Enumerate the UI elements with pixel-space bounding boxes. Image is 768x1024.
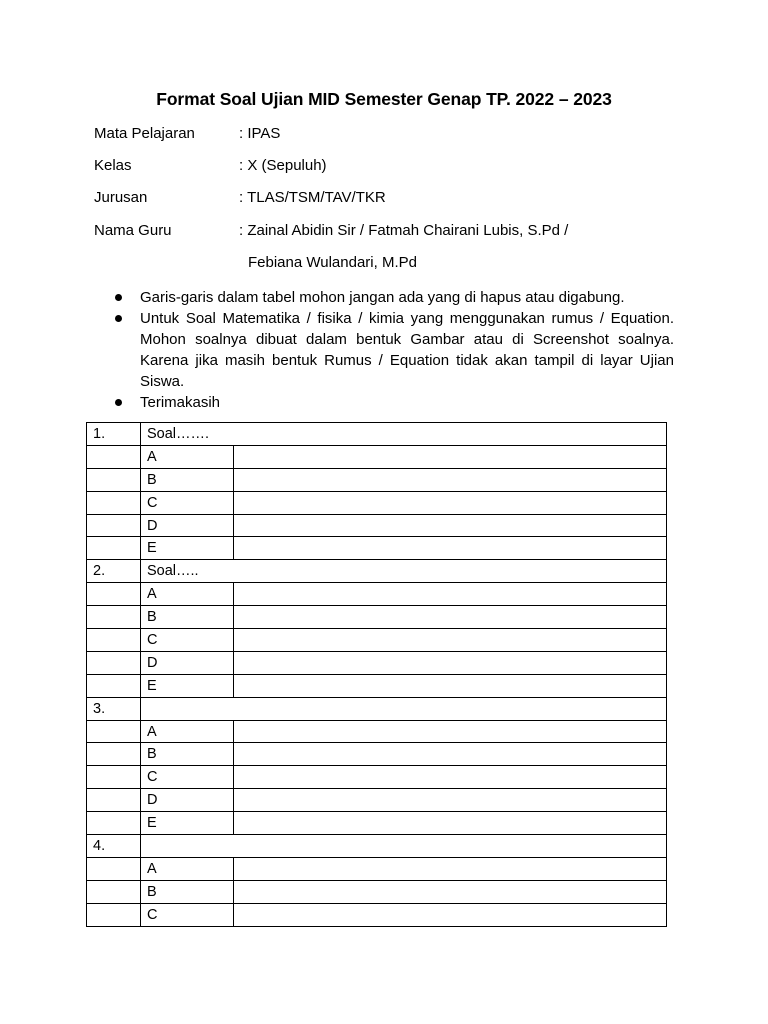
instruction-text: Terimakasih — [140, 394, 221, 411]
option-row — [87, 537, 667, 560]
option-answer-cell[interactable] — [234, 583, 667, 606]
option-row — [87, 606, 667, 629]
option-answer-cell[interactable] — [234, 651, 667, 674]
option-letter: B — [141, 468, 234, 491]
option-answer-cell[interactable] — [234, 766, 667, 789]
info-value: : X (Sepuluh) — [239, 157, 327, 174]
instruction-item — [112, 287, 674, 308]
info-label: Mata Pelajaran — [94, 125, 195, 142]
question-row — [87, 835, 667, 858]
question-number: 4. — [87, 835, 141, 858]
option-answer-cell[interactable] — [234, 629, 667, 652]
option-row — [87, 651, 667, 674]
question-text-cell[interactable] — [141, 697, 667, 720]
option-letter: E — [141, 812, 234, 835]
option-letter: C — [141, 766, 234, 789]
option-letter: A — [141, 583, 234, 606]
option-letter: A — [141, 720, 234, 743]
document-title: Format Soal Ujian MID Semester Genap TP. 2022 – 2023 — [156, 89, 612, 109]
bullet-icon — [115, 294, 122, 301]
empty-cell — [87, 903, 141, 926]
empty-cell — [87, 491, 141, 514]
question-row — [87, 423, 667, 446]
empty-cell — [87, 880, 141, 903]
option-letter: A — [141, 445, 234, 468]
option-answer-cell[interactable] — [234, 880, 667, 903]
option-row — [87, 491, 667, 514]
option-letter: D — [141, 514, 234, 537]
option-row — [87, 812, 667, 835]
info-value: : TLAS/TSM/TAV/TKR — [239, 189, 386, 206]
option-letter: D — [141, 789, 234, 812]
empty-cell — [87, 857, 141, 880]
empty-cell — [87, 789, 141, 812]
empty-cell — [87, 629, 141, 652]
instruction-list — [112, 287, 674, 413]
question-table — [86, 422, 667, 927]
empty-cell — [87, 651, 141, 674]
option-letter: B — [141, 880, 234, 903]
option-answer-cell[interactable] — [234, 468, 667, 491]
option-row — [87, 880, 667, 903]
option-letter: C — [141, 629, 234, 652]
option-answer-cell[interactable] — [234, 537, 667, 560]
bullet-icon — [115, 399, 122, 406]
option-answer-cell[interactable] — [234, 903, 667, 926]
question-row — [87, 560, 667, 583]
option-answer-cell[interactable] — [234, 514, 667, 537]
instruction-text: Untuk Soal Matematika / fisika / kimia yang menggunakan rumus / Equation. Mohon soalnya dibuat dalam bentuk Gambar atau di Screenshot soalnya. Karena jika masih bentuk Rumus / Equation tidak akan tampil di layar Ujian Siswa. — [140, 310, 674, 390]
question-text-cell[interactable]: Soal……. — [141, 423, 667, 446]
question-row — [87, 697, 667, 720]
option-answer-cell[interactable] — [234, 491, 667, 514]
option-row — [87, 468, 667, 491]
empty-cell — [87, 445, 141, 468]
option-row — [87, 445, 667, 468]
option-answer-cell[interactable] — [234, 743, 667, 766]
option-letter: B — [141, 606, 234, 629]
option-row — [87, 583, 667, 606]
info-label: Kelas — [94, 157, 132, 174]
option-row — [87, 857, 667, 880]
option-letter: E — [141, 537, 234, 560]
empty-cell — [87, 720, 141, 743]
empty-cell — [87, 468, 141, 491]
question-number: 3. — [87, 697, 141, 720]
info-value: : IPAS — [239, 125, 281, 142]
option-row — [87, 903, 667, 926]
empty-cell — [87, 766, 141, 789]
option-row — [87, 789, 667, 812]
instruction-item — [112, 392, 674, 413]
option-row — [87, 629, 667, 652]
question-text-cell[interactable] — [141, 835, 667, 858]
option-answer-cell[interactable] — [234, 445, 667, 468]
question-number: 2. — [87, 560, 141, 583]
option-row — [87, 743, 667, 766]
option-answer-cell[interactable] — [234, 606, 667, 629]
info-label: Nama Guru — [94, 222, 172, 239]
option-letter: A — [141, 857, 234, 880]
option-letter: C — [141, 491, 234, 514]
option-answer-cell[interactable] — [234, 674, 667, 697]
option-row — [87, 720, 667, 743]
option-answer-cell[interactable] — [234, 789, 667, 812]
option-answer-cell[interactable] — [234, 857, 667, 880]
bullet-icon — [115, 315, 122, 322]
info-value: : Zainal Abidin Sir / Fatmah Chairani Lubis, S.Pd / — [239, 222, 569, 239]
option-row — [87, 514, 667, 537]
empty-cell — [87, 674, 141, 697]
question-number: 1. — [87, 423, 141, 446]
option-letter: D — [141, 651, 234, 674]
option-letter: C — [141, 903, 234, 926]
option-row — [87, 766, 667, 789]
instruction-item — [112, 308, 674, 392]
question-text-cell[interactable]: Soal….. — [141, 560, 667, 583]
instruction-text: Garis-garis dalam tabel mohon jangan ada yang di hapus atau digabung. — [140, 289, 625, 306]
empty-cell — [87, 812, 141, 835]
option-answer-cell[interactable] — [234, 812, 667, 835]
option-letter: E — [141, 674, 234, 697]
option-letter: B — [141, 743, 234, 766]
empty-cell — [87, 514, 141, 537]
empty-cell — [87, 606, 141, 629]
option-row — [87, 674, 667, 697]
empty-cell — [87, 537, 141, 560]
empty-cell — [87, 743, 141, 766]
info-continuation: Febiana Wulandari, M.Pd — [248, 254, 417, 271]
option-answer-cell[interactable] — [234, 720, 667, 743]
info-label: Jurusan — [94, 189, 148, 206]
empty-cell — [87, 583, 141, 606]
